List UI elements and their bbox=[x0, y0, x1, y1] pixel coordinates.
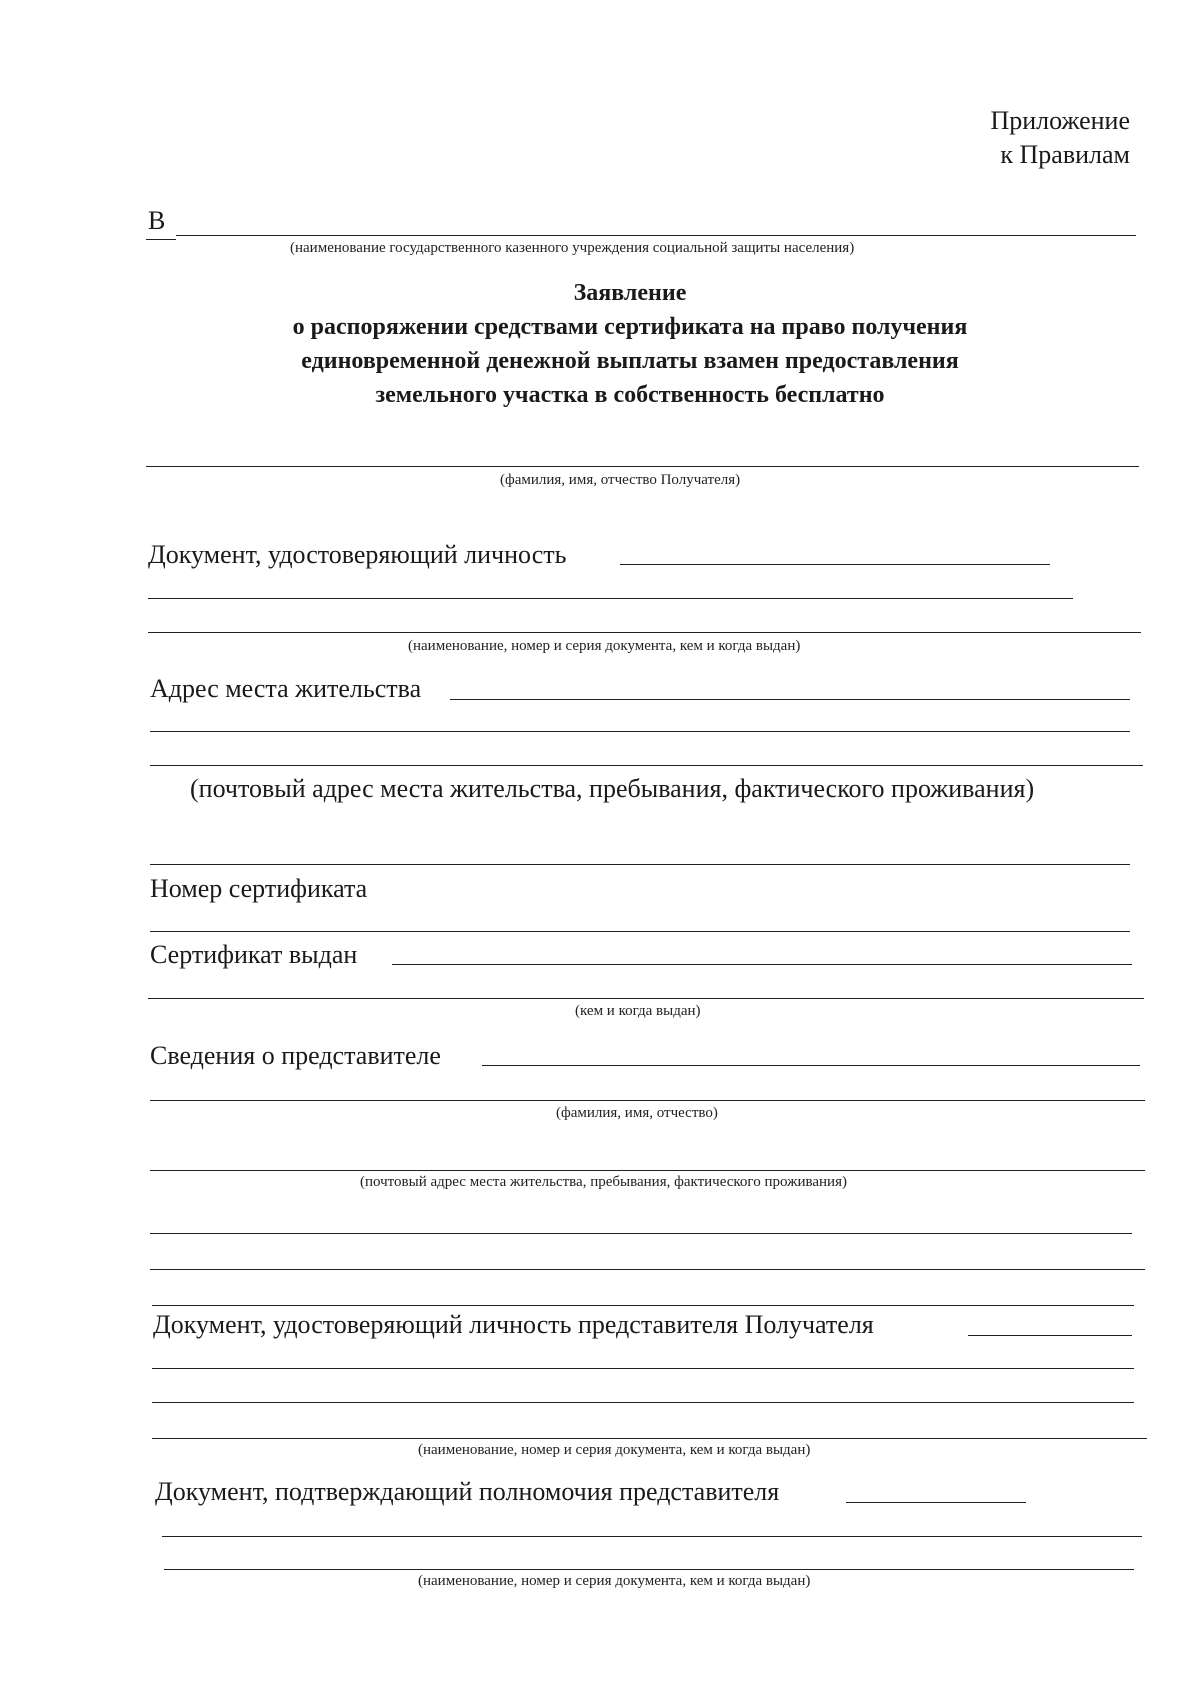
representative-address-line-2[interactable] bbox=[150, 1233, 1132, 1234]
title-line-3: единовременной денежной выплаты взамен предоставления bbox=[301, 348, 959, 374]
authority-doc-label: Документ, подтверждающий полномочия представителя bbox=[155, 1477, 780, 1506]
institution-caption: (наименование государственного казенного учреждения социальной защиты населения) bbox=[290, 240, 855, 256]
representative-doc-field-line-4[interactable] bbox=[152, 1438, 1147, 1439]
representative-address-field[interactable] bbox=[150, 1170, 1145, 1171]
identity-doc-field-line-2[interactable] bbox=[148, 598, 1073, 599]
representative-label: Сведения о представителе bbox=[150, 1041, 441, 1070]
representative-doc-field-line-3[interactable] bbox=[152, 1402, 1134, 1403]
institution-field[interactable] bbox=[176, 235, 1136, 236]
address-caption: (почтовый адрес места жительства, пребывания, фактического проживания) bbox=[190, 774, 1035, 803]
certificate-number-top-line bbox=[150, 864, 1130, 865]
institution-field-start bbox=[146, 239, 176, 240]
certificate-issued-label: Сертификат выдан bbox=[150, 940, 358, 969]
identity-doc-caption: (наименование, номер и серия документа, кем и когда выдан) bbox=[408, 638, 801, 654]
identity-doc-field[interactable] bbox=[620, 564, 1050, 565]
address-field[interactable] bbox=[450, 699, 1130, 700]
certificate-issued-field[interactable] bbox=[392, 964, 1132, 965]
representative-field[interactable] bbox=[482, 1065, 1140, 1066]
appendix-line-2: к Правилам bbox=[1000, 140, 1130, 169]
appendix-note bbox=[990, 104, 1130, 172]
representative-doc-field-line-2[interactable] bbox=[152, 1368, 1134, 1369]
authority-doc-field[interactable] bbox=[846, 1502, 1026, 1503]
appendix-line-1: Приложение bbox=[990, 106, 1130, 135]
address-field-line-2[interactable] bbox=[150, 731, 1130, 732]
authority-doc-field-line-2[interactable] bbox=[162, 1536, 1142, 1537]
representative-doc-label: Документ, удостоверяющий личность представителя Получателя bbox=[153, 1310, 874, 1339]
authority-doc-caption: (наименование, номер и серия документа, кем и когда выдан) bbox=[418, 1573, 811, 1589]
title-line-2: о распоряжении средствами сертификата на право получения bbox=[292, 314, 968, 340]
representative-address-line-3[interactable] bbox=[150, 1269, 1145, 1270]
certificate-number-label: Номер сертификата bbox=[150, 874, 368, 903]
recipient-name-field[interactable] bbox=[146, 466, 1139, 467]
representative-name-field[interactable] bbox=[150, 1100, 1145, 1101]
title-line-4: земельного участка в собственность бесплатно bbox=[375, 382, 885, 408]
identity-doc-field-line-3[interactable] bbox=[148, 632, 1141, 633]
address-field-line-3[interactable] bbox=[150, 765, 1143, 766]
representative-doc-field[interactable] bbox=[968, 1335, 1132, 1336]
representative-doc-caption: (наименование, номер и серия документа, кем и когда выдан) bbox=[418, 1442, 811, 1458]
recipient-name-caption: (фамилия, имя, отчество Получателя) bbox=[500, 472, 741, 488]
representative-address-caption: (почтовый адрес места жительства, пребывания, фактического проживания) bbox=[360, 1174, 847, 1190]
certificate-issued-caption: (кем и когда выдан) bbox=[575, 1003, 701, 1019]
representative-name-caption: (фамилия, имя, отчество) bbox=[556, 1105, 718, 1121]
document-title bbox=[130, 276, 1130, 412]
identity-doc-label: Документ, удостоверяющий личность bbox=[148, 540, 567, 569]
certificate-number-field[interactable] bbox=[150, 931, 1130, 932]
certificate-issued-field-line-2[interactable] bbox=[148, 998, 1144, 999]
institution-prefix: В bbox=[148, 206, 166, 235]
authority-doc-field-line-3[interactable] bbox=[164, 1569, 1134, 1570]
title-line-1: Заявление bbox=[573, 280, 687, 306]
representative-address-line-4[interactable] bbox=[152, 1305, 1134, 1306]
address-label: Адрес места жительства bbox=[150, 674, 422, 703]
